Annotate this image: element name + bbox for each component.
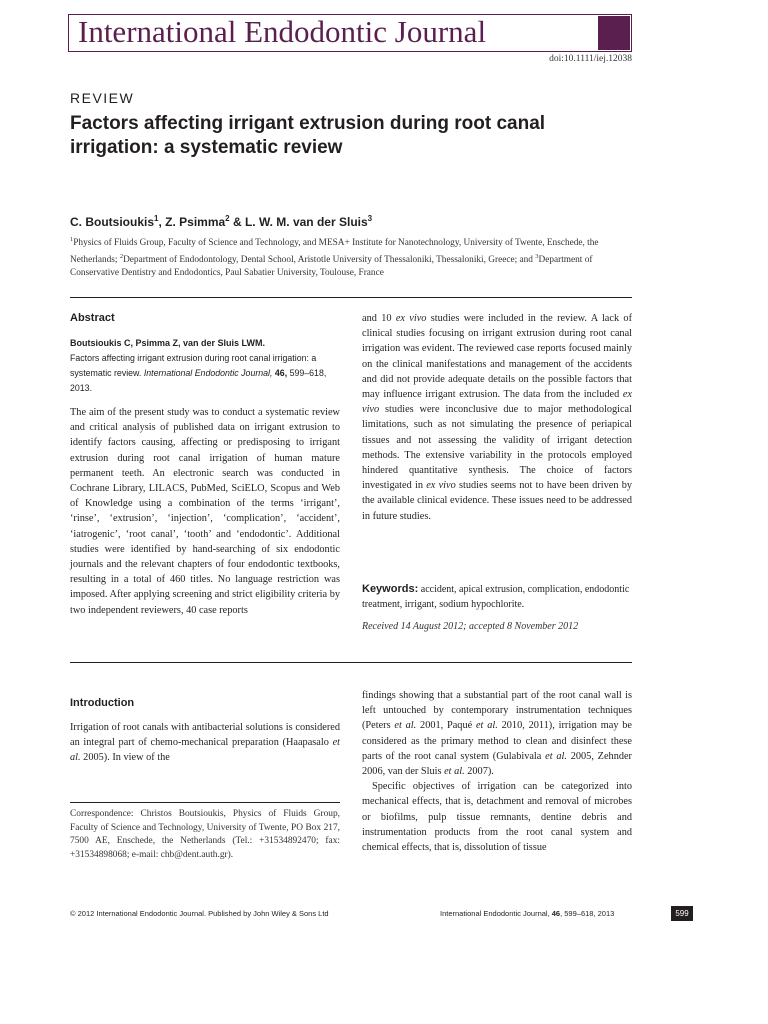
affiliation-marker: 1: [70, 236, 74, 243]
text-run: and 10: [362, 313, 396, 324]
author-separator: &: [229, 215, 245, 229]
introduction-body: [70, 720, 340, 766]
section-label: REVIEW: [70, 90, 135, 106]
abstract-body-continued: [362, 311, 632, 524]
text-run: 2007).: [464, 766, 494, 778]
paragraph: [362, 688, 632, 779]
affiliation-marker: 1: [154, 214, 159, 223]
italic-term: ex vivo: [426, 480, 456, 492]
affiliation-marker: 3: [535, 253, 539, 261]
author-name: C. Boutsioukis: [70, 215, 155, 229]
affiliation-marker: 2: [119, 253, 124, 261]
citation-volume: 46,: [274, 368, 288, 378]
text-run: 2010, 2011), irrigation may be considered as the primary method to clean and disinfect these parts of the root canal system (Gulabivala: [362, 720, 632, 762]
text-run: International Endodontic Journal,: [440, 909, 552, 918]
author-name: L. W. M. van der Sluis: [244, 215, 368, 229]
citation-title: Factors affecting irrigant extrusion during root canal irrigation: a systematic review.: [70, 353, 317, 378]
footer-copyright: © 2012 International Endodontic Journal. Published by John Wiley & Sons Ltd: [70, 909, 329, 918]
citation-pages: 599–618, 2013.: [70, 368, 327, 393]
italic-term: et al.: [545, 750, 567, 762]
correspondence-note: Correspondence: Christos Boutsioukis, Physics of Fluids Group, Faculty of Science and Technology, University of Twente, PO Box 217, 7500 AE, Enschede, the Netherlands (Tel.: +31534892470; fax: +31534898068; e-mail: chb@dent.auth.gr).: [70, 809, 340, 860]
received-dates: Received 14 August 2012; accepted 8 November 2012: [362, 621, 579, 632]
text-run: Irrigation of root canals with antibacterial solutions is considered an integral part of chemo-mechanical preparation (Haapasalo: [70, 722, 340, 749]
italic-term: et al.: [444, 766, 465, 778]
affiliations: [70, 233, 635, 280]
text-run: 2005, Zehnder 2006, van der Sluis: [362, 750, 632, 778]
introduction-heading: Introduction: [70, 697, 135, 709]
abstract-body: The aim of the present study was to conduct a systematic review and critical analysis of published data on irrigant extrusion to identify factors causing, affecting or predisposing to irrigant extrusion during root canal irrigation of human mature permanent teeth. An electronic search was conducted in Cochrane Library, LILACS, PubMed, SciELO, Scopus and Web of Knowledge using a combination of the terms ‘irrigant’, ‘rinse’, ‘extrusion’, ‘injection’, ‘complication’, ‘accident’, ‘iatrogenic’, ‘root canal’, ‘tooth’ and ‘endodontic’. Additional studies were identified by hand-searching of six endodontic journals and the relevant chapters of four endodontic textbooks, resulting in a total of 460 titles. No language restriction was imposed. After applying screening and strict eligibility criteria by two independent reviewers, 40 case reports: [70, 407, 340, 616]
author-list: [70, 214, 372, 229]
affiliation-marker: 2: [225, 214, 230, 223]
paragraph: Specific objectives of irrigation can be categorized into mechanical effects, that is, detachment and removal of microbes or biofilms, pulp tissue remnants, dentine debris and instrumentation products from the root canal system and chemical effects, that is, dissolution of tissue: [362, 781, 632, 854]
keywords-list: accident, apical extrusion, complication, endodontic treatment, irrigant, sodium hypochlorite.: [362, 584, 630, 610]
author-name: Z. Psimma: [165, 215, 226, 229]
article-title: Factors affecting irrigant extrusion during root canal irrigation: a systematic review: [70, 113, 546, 158]
masthead-color-block: [598, 16, 630, 50]
citation-journal: International Endodontic Journal,: [143, 368, 273, 378]
abstract-heading: Abstract: [70, 312, 115, 324]
author-separator: ,: [158, 215, 166, 229]
italic-term: et al.: [475, 720, 498, 732]
text-run: studies seems not to have been driven by the available clinical evidence. These issues need to be addressed in future studies.: [362, 480, 632, 522]
citation-authors: Boutsioukis C, Psimma Z, van der Sluis LWM.: [70, 338, 266, 348]
page-number: 599: [671, 906, 693, 921]
affiliation-marker: 3: [367, 214, 373, 223]
text-run: studies were inconclusive due to major methodological limitations, such as not simulating the presence of periapical tissues and not assessing the validity of irrigant detection methods. The extensive variability in the protocols employed hindered quantitative synthesis. The choice of factors investigated in: [362, 404, 632, 492]
text-run: findings showing that a substantial part of the root canal wall is left untouched by contemporary instrumentation techniques (Peters: [362, 690, 632, 732]
affiliation-text: Department of Endodontology, Dental School, Aristotle University of Thessaloniki, Thessaloniki, Greece; and: [123, 255, 536, 266]
text-run: 2001, Paqué: [416, 720, 476, 732]
footer-journal-reference: [440, 909, 614, 918]
affiliation-text: Department of Conservative Dentistry and Endodontics, Paul Sabatier University, Toulouse, France: [70, 255, 593, 279]
doi[interactable]: doi:10.1111/iej.12038: [549, 54, 632, 64]
italic-term: et al.: [70, 737, 340, 764]
text-run: 2005). In view of the: [80, 752, 170, 764]
italic-term: et al.: [394, 720, 417, 732]
volume-number: 46: [551, 909, 561, 918]
introduction-body-continued: [362, 688, 632, 855]
text-run: studies were included in the review. A lack of clinical studies focusing on irrigant extrusion during root canal irrigation was evident. The reviewed case reports focused mainly on the clinical manifestations and management of the accidents and did not provide adequate details on the possible factors that may influence irrigant extrusion. The data from the included: [362, 313, 632, 401]
footnote-divider: [70, 802, 340, 803]
section-divider: [70, 297, 632, 298]
text-run: , 599–618, 2013: [560, 909, 615, 918]
affiliation-text: Physics of Fluids Group, Faculty of Science and Technology, and MESA+ Institute for Nanotechnology, University of Twente, Enschede, the Netherlands;: [70, 238, 599, 266]
keywords-label: Keywords:: [362, 583, 419, 595]
abstract-citation: [70, 336, 340, 396]
italic-term: ex vivo: [362, 389, 632, 416]
section-divider: [70, 662, 632, 663]
keywords: [362, 582, 632, 612]
italic-term: ex vivo: [395, 313, 427, 324]
journal-title: International Endodontic Journal: [78, 14, 487, 49]
